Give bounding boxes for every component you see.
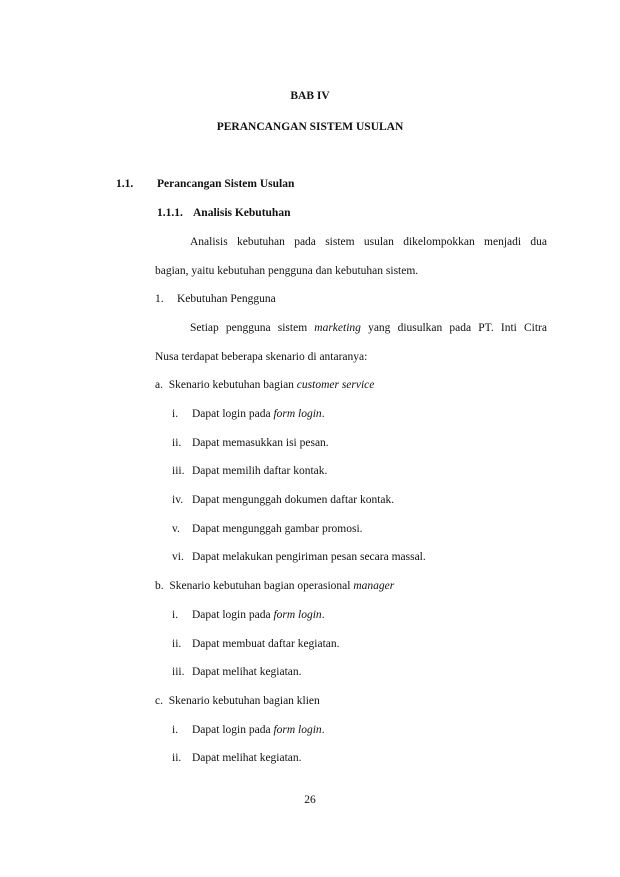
- section-number: 1.1.: [116, 178, 134, 190]
- item-text: Dapat melihat kegiatan.: [192, 752, 302, 764]
- scenario-a-italic: customer service: [296, 379, 375, 391]
- scenario-a-text: Skenario kebutuhan bagian: [168, 379, 297, 391]
- paragraph-1-line-2: bagian, yaitu kebutuhan pengguna dan kebutuhan sistem.: [155, 265, 419, 277]
- subsection-title: Analisis Kebutuhan: [193, 207, 291, 219]
- scenario-c-item: [172, 723, 325, 737]
- item-end: .: [321, 408, 325, 420]
- item-text: Dapat membuat daftar kegiatan.: [192, 638, 340, 650]
- item-text: Dapat memasukkan isi pesan.: [192, 437, 329, 449]
- scenario-c-letter: c.: [155, 695, 163, 707]
- scenario-b-item: [172, 608, 325, 622]
- item-number: ii.: [172, 437, 182, 449]
- item-number: vi.: [172, 551, 184, 563]
- subsection-number: 1.1.1.: [157, 207, 183, 219]
- scenario-c-item: [172, 751, 302, 765]
- scenario-b: [155, 579, 394, 593]
- paragraph-2-line-1-after: yang diusulkan pada PT. Inti Citra: [360, 322, 547, 334]
- scenario-a-item: [172, 550, 426, 564]
- chapter-label: BAB IV: [290, 90, 330, 102]
- item-text: Dapat login pada: [192, 408, 274, 420]
- scenario-b-item: [172, 637, 340, 651]
- scenario-a-letter: a.: [155, 379, 163, 391]
- scenario-b-text: Skenario kebutuhan bagian operasional: [169, 580, 354, 592]
- scenario-a-item: [172, 464, 327, 478]
- paragraph-2-line-2: Nusa terdapat beberapa skenario di antaranya:: [155, 351, 368, 363]
- paragraph-2-line-1: [190, 321, 547, 335]
- paragraph-2-line-1-before: Setiap pengguna sistem: [190, 322, 315, 334]
- item-italic: form login: [273, 609, 322, 621]
- list-1-title: Kebutuhan Pengguna: [177, 293, 276, 305]
- item-number: ii.: [172, 752, 182, 764]
- page-number: 26: [304, 794, 316, 806]
- scenario-a: [155, 378, 374, 392]
- scenario-b-letter: b.: [155, 580, 164, 592]
- item-number: v.: [172, 523, 180, 535]
- item-number: i.: [172, 609, 179, 621]
- item-number: iv.: [172, 494, 184, 506]
- item-end: .: [321, 724, 325, 736]
- scenario-a-item: [172, 436, 329, 450]
- item-text: Dapat mengunggah gambar promosi.: [192, 523, 363, 535]
- item-text: Dapat login pada: [192, 724, 274, 736]
- scenario-b-item: [172, 665, 302, 679]
- scenario-b-italic: manager: [353, 580, 395, 592]
- item-text: Dapat mengunggah dokumen daftar kontak.: [192, 494, 395, 506]
- item-text: Dapat memilih daftar kontak.: [192, 465, 328, 477]
- item-italic: form login: [273, 408, 322, 420]
- paragraph-1-line-1: Analisis kebutuhan pada sistem usulan dikelompokkan menjadi dua: [190, 236, 547, 248]
- scenario-c-text: Skenario kebutuhan bagian klien: [168, 695, 320, 707]
- scenario-c: [155, 694, 320, 708]
- item-number: i.: [172, 408, 179, 420]
- scenario-a-item: [172, 522, 363, 536]
- chapter-title: PERANCANGAN SISTEM USULAN: [216, 121, 404, 133]
- section-title: Perancangan Sistem Usulan: [157, 178, 295, 190]
- list-1-number: 1.: [155, 293, 164, 305]
- paragraph-2-line-1-italic: marketing: [314, 322, 361, 334]
- item-text: Dapat melihat kegiatan.: [192, 666, 302, 678]
- item-text: Dapat login pada: [192, 609, 274, 621]
- item-number: ii.: [172, 638, 182, 650]
- item-number: iii.: [172, 465, 185, 477]
- scenario-a-item: [172, 493, 394, 507]
- item-number: iii.: [172, 666, 185, 678]
- item-number: i.: [172, 724, 179, 736]
- item-italic: form login: [273, 724, 322, 736]
- item-end: .: [321, 609, 325, 621]
- item-text: Dapat melakukan pengiriman pesan secara massal.: [192, 551, 426, 563]
- scenario-a-item: [172, 407, 325, 421]
